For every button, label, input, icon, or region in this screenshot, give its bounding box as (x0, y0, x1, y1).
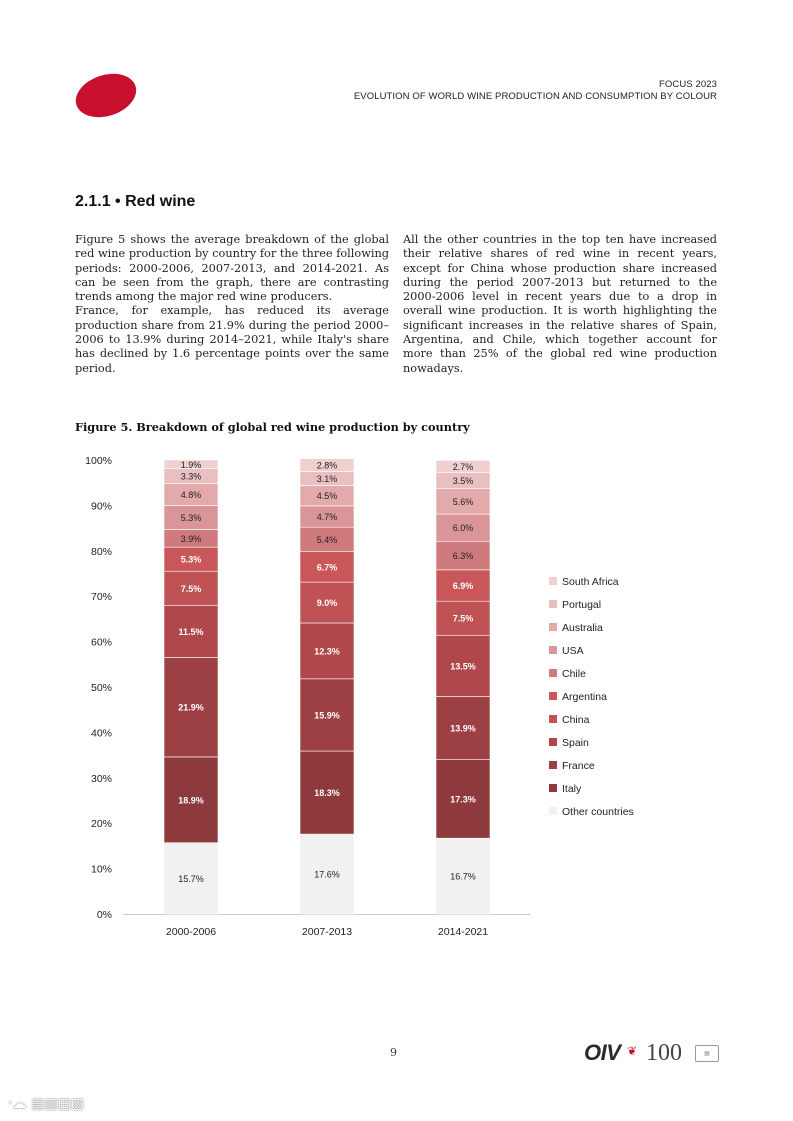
y-tick-label: 80% (90, 545, 112, 558)
legend-swatch (549, 738, 557, 746)
legend-swatch (549, 600, 557, 608)
data-label: 6.9% (452, 581, 474, 592)
data-label: 13.5% (450, 661, 476, 672)
data-label: 12.3% (314, 646, 340, 657)
legend-swatch (549, 669, 557, 677)
data-label: 9.0% (316, 598, 338, 609)
legend-label: Italy (562, 783, 582, 795)
data-label: 6.7% (316, 562, 338, 573)
x-tick-label: 2014-2021 (437, 926, 489, 938)
data-label: 6.0% (452, 523, 474, 534)
legend-label: China (562, 714, 590, 726)
data-label: 18.9% (178, 795, 204, 806)
legend-swatch (549, 577, 557, 585)
y-tick-label: 60% (90, 636, 112, 649)
section-title: 2.1.1 • Red wine (75, 193, 196, 210)
header-line-2: EVOLUTION OF WORLD WINE PRODUCTION AND CONSUMPTION BY COLOUR (353, 91, 717, 102)
y-tick-label: 40% (90, 727, 112, 740)
x-tick-label: 2007-2013 (301, 926, 353, 938)
y-tick-label: 20% (90, 818, 112, 831)
data-label: 11.5% (178, 626, 204, 637)
data-label: 5.6% (452, 496, 474, 507)
legend-label: Argentina (562, 691, 607, 703)
left-paragraph-2: France, for example, has reduced its average production share from 21.9% during the period 2000–2006 to 13.9% during 2014–2021, while Italy's share has declined by 1.6 percentage points over the same period. (75, 304, 389, 375)
data-label: 16.7% (450, 871, 476, 882)
legend-label: Other countries (562, 806, 634, 818)
data-label: 21.9% (178, 702, 204, 713)
legend-label: Chile (562, 668, 586, 680)
y-tick-label: 50% (90, 682, 112, 694)
data-label: 17.3% (450, 794, 476, 805)
header-line-1: FOCUS 2023 (658, 79, 717, 90)
data-label: 4.8% (180, 490, 202, 501)
data-label: 3.9% (180, 533, 202, 544)
legend-swatch (549, 715, 557, 723)
data-label: 18.3% (314, 788, 340, 799)
data-label: 5.4% (316, 534, 338, 545)
legend-label: Spain (562, 737, 589, 749)
left-paragraph-1: Figure 5 shows the average breakdown of the global red wine production by country for the three following periods: 2000-2006, 2007-2013, and 2014-2021. As can be seen from the graph, there are contrasting trends among the major red wine producers. (75, 233, 389, 304)
data-label: 6.3% (452, 551, 474, 562)
data-label: 15.9% (314, 710, 340, 721)
legend-swatch (549, 692, 557, 700)
oiv-100-logo: 100 (646, 1040, 682, 1066)
y-tick-label: 70% (90, 591, 112, 604)
legend-swatch (549, 623, 557, 631)
data-label: 2.8% (316, 460, 338, 471)
data-label: 4.5% (316, 491, 338, 502)
legend-swatch (549, 646, 557, 654)
data-label: 7.5% (180, 583, 202, 594)
y-tick-label: 30% (90, 772, 112, 785)
data-label: 17.6% (314, 869, 340, 880)
data-label: 2.7% (452, 462, 474, 473)
data-label: 4.7% (316, 512, 338, 523)
data-label: 7.5% (452, 613, 474, 624)
legend-label: Portugal (562, 599, 602, 611)
y-tick-label: 0% (96, 909, 112, 921)
data-label: 15.7% (178, 873, 204, 884)
legend-label: South Africa (562, 576, 619, 588)
data-label: 5.3% (180, 554, 202, 565)
oiv-wordmark: OIV (584, 1040, 621, 1065)
anniversary-seal-icon: ▦ (695, 1045, 719, 1062)
data-label: 1.9% (180, 459, 202, 470)
y-tick-label: 100% (85, 455, 112, 467)
legend-label: France (562, 760, 595, 772)
data-label: 13.9% (450, 723, 476, 734)
data-label: 5.3% (180, 512, 202, 523)
legend-label: Australia (562, 622, 603, 634)
y-tick-label: 10% (90, 863, 112, 876)
data-label: 3.5% (452, 476, 474, 487)
data-label: 3.3% (180, 471, 202, 482)
grape-icon: ❦ (627, 1044, 638, 1058)
right-paragraph-1: All the other countries in the top ten have increased their relative shares of red wine in recent years, except for China whose production share increased during the period 2007-2013 but returned to the 2000-2006 level in recent years due to a drop in overall wine production. It is worth highlighting the significant increases in the relative shares of Spain, Argentina, and Chile, which together account for more than 25% of the global red wine production nowadays. (403, 233, 717, 375)
watermark-logo: ᐧ☁ ▤▥▦▧ (8, 1096, 85, 1112)
y-tick-label: 90% (90, 500, 112, 513)
page-number: 9 (390, 1046, 397, 1059)
figure-title: Figure 5. Breakdown of global red wine production by country (75, 420, 470, 434)
legend-swatch (549, 761, 557, 769)
data-label: 3.1% (316, 473, 338, 484)
legend-label: USA (562, 645, 584, 657)
legend-swatch (549, 784, 557, 792)
x-tick-label: 2000-2006 (165, 926, 217, 938)
legend-swatch (549, 807, 557, 815)
